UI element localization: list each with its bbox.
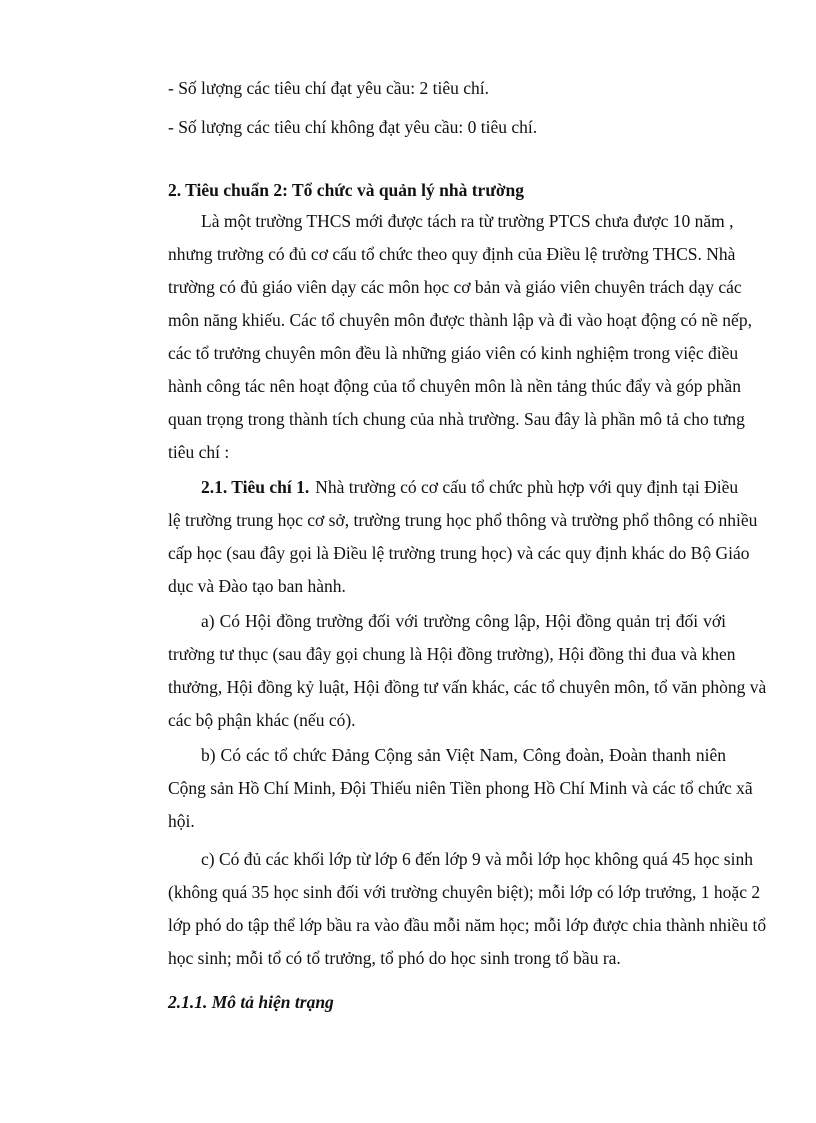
criteria-not-met-line: - Số lượng các tiêu chí không đạt yêu cầu: 0 tiêu chí. [168,117,538,137]
criterion-2-1-label: 2.1. Tiêu chí 1. [201,477,310,497]
intro-line-7: quan trọng trong thành tích chung của nhà trường. Sau đây là phần mô tả cho tưng [168,409,745,429]
intro-line-4: môn năng khiếu. Các tổ chuyên môn được thành lập và đi vào hoạt động có nề nếp, [168,310,752,330]
subheading-current-status: 2.1.1. Mô tả hiện trạng [168,992,334,1012]
intro-line-1: Là một trường THCS mới được tách ra từ trường PTCS chưa được 10 năm , [201,211,734,231]
intro-line-5: các tổ trưởng chuyên môn đều là những giáo viên có kinh nghiệm trong việc điều [168,343,739,363]
item-b-line-3: hội. [168,811,195,831]
item-a-line-4: các bộ phận khác (nếu có). [168,710,356,730]
standard-2-heading: 2. Tiêu chuẩn 2: Tổ chức và quản lý nhà trường [168,180,524,200]
criteria-met-line: - Số lượng các tiêu chí đạt yêu cầu: 2 tiêu chí. [168,78,489,98]
item-b-line-2: Cộng sản Hồ Chí Minh, Đội Thiếu niên Tiền phong Hồ Chí Minh và các tổ chức xã [168,778,753,798]
criterion-2-1-text-line-3: cấp học (sau đây gọi là Điều lệ trường trung học) và các quy định khác do Bộ Giáo [168,543,750,563]
item-c-line-3: lớp phó do tập thể lớp bầu ra vào đầu mỗi năm học; mỗi lớp được chia thành nhiều tổ [168,915,767,935]
intro-line-8: tiêu chí : [168,442,230,462]
intro-line-3: trường có đủ giáo viên dạy các môn học cơ bản và giáo viên chuyên trách dạy các [168,277,742,297]
criterion-2-1-first-line [201,477,739,497]
item-a-line-1: a) Có Hội đồng trường đối với trường công lập, Hội đồng quản trị đối với [201,611,726,631]
criterion-2-1-text-line-2: lệ trường trung học cơ sở, trường trung học phổ thông và trường phổ thông có nhiều [168,510,758,530]
item-c-line-4: học sinh; mỗi tổ có tổ trưởng, tổ phó do học sinh trong tổ bầu ra. [168,948,621,968]
item-a-line-2: trường tư thục (sau đây gọi chung là Hội đồng trường), Hội đồng thi đua và khen [168,644,736,664]
item-c-line-2: (không quá 35 học sinh đối với trường chuyên biệt); mỗi lớp có lớp trưởng, 1 hoặc 2 [168,882,761,902]
item-c-line-1: c) Có đủ các khối lớp từ lớp 6 đến lớp 9 và mỗi lớp học không quá 45 học sinh [201,849,753,869]
intro-line-6: hành công tác nên hoạt động của tổ chuyên môn là nền tảng thúc đẩy và góp phần [168,376,741,396]
criterion-2-1-text-line-1: Nhà trường có cơ cấu tổ chức phù hợp với quy định tại Điều [315,477,739,497]
item-b-line-1: b) Có các tổ chức Đảng Cộng sản Việt Nam, Công đoàn, Đoàn thanh niên [201,745,726,765]
item-a-line-3: thưởng, Hội đồng kỷ luật, Hội đồng tư vấn khác, các tổ chuyên môn, tổ văn phòng và [168,677,767,697]
criterion-2-1-text-line-4: dục và Đào tạo ban hành. [168,576,346,596]
intro-line-2: nhưng trường có đủ cơ cấu tổ chức theo quy định của Điều lệ trường THCS. Nhà [168,244,736,264]
